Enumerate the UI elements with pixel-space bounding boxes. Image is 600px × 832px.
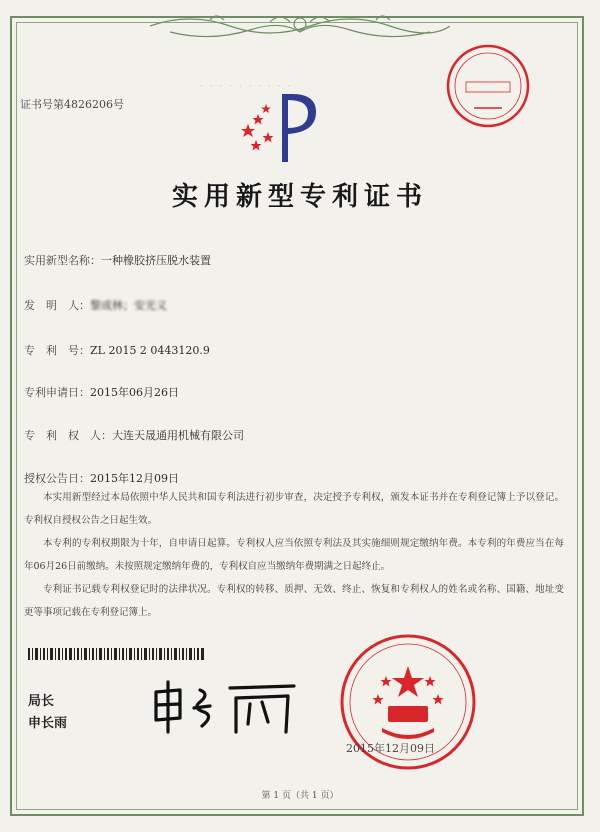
signatory-name: 申长雨 [28,716,68,731]
field-value: 2015年06月26日 [90,386,179,399]
signatory-title: 局长 [28,694,55,709]
field-label: 发 明 人： [24,299,90,312]
field-label: 专 利 权 人： [24,429,112,442]
handwritten-signature-icon [150,678,300,736]
field-announcement-date [24,470,179,486]
certificate-title: 实用新型专利证书 [171,182,428,212]
field-patent-number [24,342,210,358]
faint-header-print: · · · · · · · · · · [200,82,293,92]
field-value: ZL 2015 2 0443120.9 [90,344,210,357]
top-ornament-icon [150,8,450,44]
field-value: 一种橡胶挤压脱水装置 [101,254,211,267]
field-value: 2015年12月09日 [90,472,179,485]
field-label: 授权公告日： [24,472,90,485]
certificate-number: 证书号第4826206号 [20,98,124,111]
paragraph-term: 本专利的专利权期限为十年，自申请日起算。专利权人应当依照专利法及其实施细则规定缴纳年费。本专利的年费应当在每年06月26日前缴纳。未按照规定缴纳年费的，专利权自应当缴纳年费期满之日起终止。 [24,538,564,572]
field-label: 专利申请日： [24,386,90,399]
field-inventor [24,297,167,313]
certificate-body-text [24,486,564,624]
seal-date: 2015年12月09日 [346,742,435,755]
field-label: 实用新型名称： [24,254,101,267]
field-value: 大连天晟通用机械有限公司 [112,429,244,442]
paragraph-grant: 本实用新型经过本局依照中华人民共和国专利法进行初步审查，决定授予专利权，颁发本证书并在专利登记簿上予以登记。专利权自授权公告之日起生效。 [24,492,564,526]
patent-office-emblem-icon [236,88,326,168]
field-value-blurred: 黎成林；安光义 [90,299,167,312]
paragraph-register: 专利证书记载专利权登记时的法律状况。专利权的转移、质押、无效、终止、恢复和专利权人的姓名或名称、国籍、地址变更等事项记载在专利登记簿上。 [24,584,564,618]
page-footer: 第 1 页（共 1 页） [261,791,339,801]
field-label: 专 利 号： [24,344,90,357]
field-patent-holder [24,427,244,443]
barcode-icon [28,648,204,660]
field-utility-model-name [24,252,211,268]
agency-seal-icon [444,42,532,130]
field-filing-date [24,384,179,400]
